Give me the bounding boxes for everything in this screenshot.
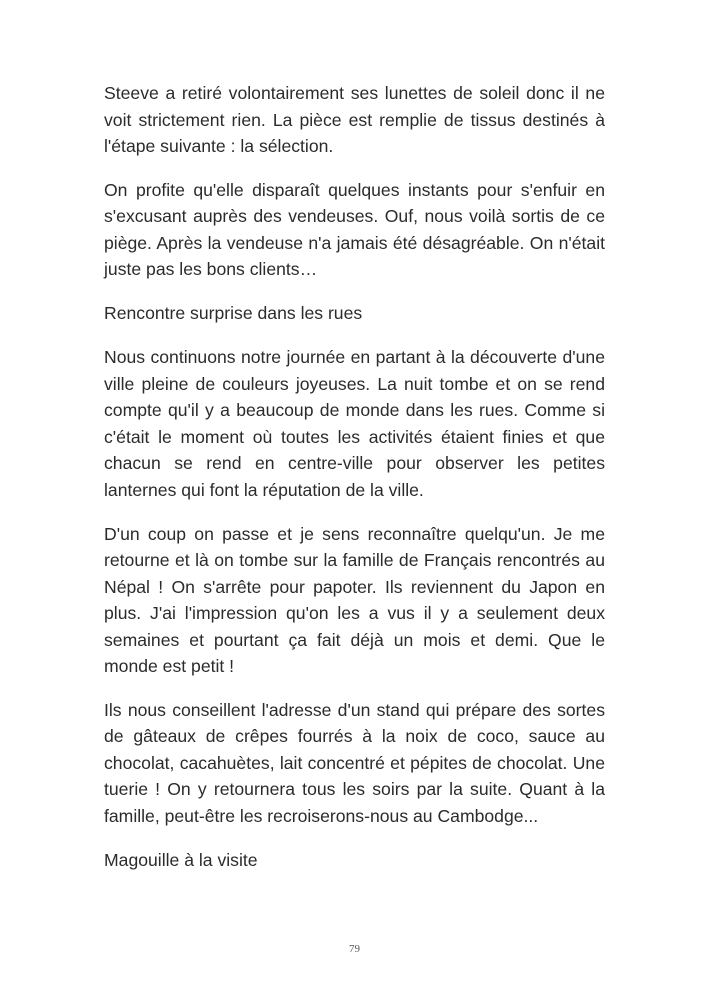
section-heading: Magouille à la visite (104, 849, 258, 870)
page-number: 79 (349, 943, 360, 955)
paragraph: Steeve a retiré volontairement ses lunettes de soleil donc il ne voit strictement rien. La pièce est remplie de tissus destinés à l'étape suivante : la sélection. (104, 83, 605, 156)
paragraph: Nous continuons notre journée en partant à la découverte d'une ville pleine de couleurs joyeuses. La nuit tombe et on se rend compte qu'il y a beaucoup de monde dans les rues. Comme si c'était le moment où toutes les activités étaient finies et que chacun se rend en centre-ville pour observer les petites lanternes qui font la réputation de la ville. (104, 347, 605, 500)
paragraph: D'un coup on passe et je sens reconnaître quelqu'un. Je me retourne et là on tombe sur la famille de Français rencontrés au Népal ! On s'arrête pour papoter. Ils reviennent du Japon en plus. J'ai l'impression qu'on les a vus il y a seulement deux semaines et pourtant ça fait déjà un mois et demi. Que le monde est petit ! (104, 523, 605, 677)
paragraph: On profite qu'elle disparaît quelques instants pour s'enfuir en s'excusant auprès des vendeuses. Ouf, nous voilà sortis de ce piège. Après la vendeuse n'a jamais été désagréable. On n'était juste pas les bons clients… (104, 179, 605, 280)
paragraph: Ils nous conseillent l'adresse d'un stand qui prépare des sortes de gâteaux de crêpes fourrés à la noix de coco, sauce au chocolat, cacahuètes, lait concentré et pépites de chocolat. Une tuerie ! On y retournera tous les soirs par la suite. Quant à la famille, peut-être les recroiserons-nous au Cambodge... (104, 699, 605, 826)
section-heading: Rencontre surprise dans les rues (104, 303, 363, 324)
page-body (104, 80, 605, 891)
